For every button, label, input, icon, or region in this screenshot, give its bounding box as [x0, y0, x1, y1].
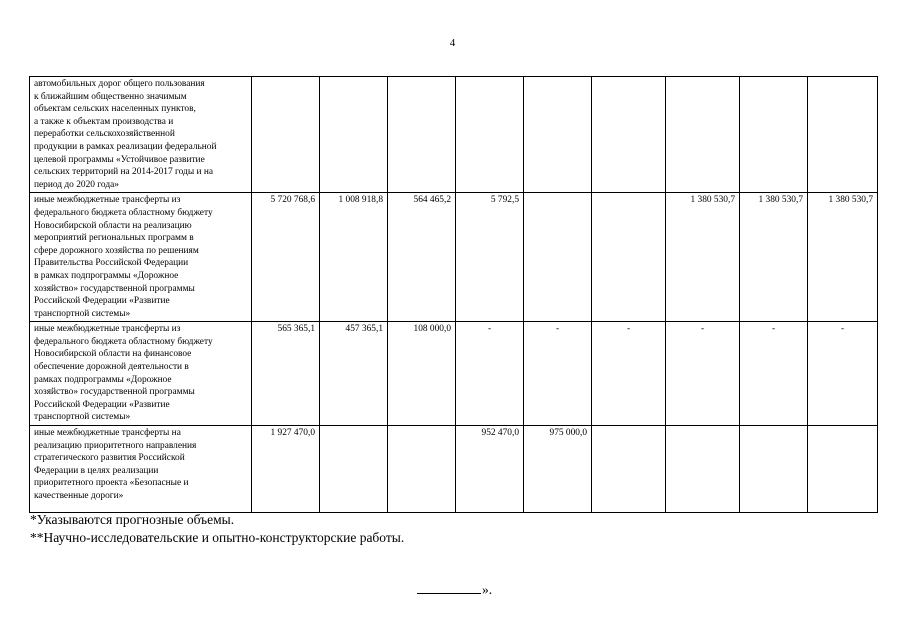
- amount-cell: 975 000,0: [524, 426, 592, 513]
- description-line: Российской Федерации «Развитие: [34, 296, 170, 307]
- description-line: реализацию приоритетного направления: [34, 440, 197, 451]
- amount-cell: [666, 77, 740, 193]
- description-line: качественные дороги»: [34, 491, 124, 501]
- amount-cell: 457 365,1: [320, 322, 388, 426]
- amount-cell: [740, 77, 808, 193]
- table-row: [30, 77, 878, 193]
- description-line: объектам сельских населенных пунктов,: [34, 104, 196, 115]
- amount-cell: -: [592, 322, 666, 426]
- description-line: иные межбюджетные трансферты из: [34, 324, 181, 335]
- amount-cell: [592, 426, 666, 513]
- description-line: иные межбюджетные трансферты на: [34, 428, 181, 439]
- amount-cell: -: [808, 322, 878, 426]
- table-body: [30, 77, 878, 513]
- amount-cell: 1 927 470,0: [252, 426, 320, 513]
- amount-cell: 1 380 530,7: [666, 193, 740, 322]
- description-line: приоритетного проекта «Безопасные и: [34, 478, 189, 489]
- description-line: автомобильных дорог общего пользования: [34, 79, 205, 89]
- signature-blank: [417, 592, 481, 594]
- amount-cell: 5 792,5: [456, 193, 524, 322]
- amount-cell: [388, 77, 456, 193]
- description-line: транспортной системы»: [34, 412, 131, 423]
- amount-cell: [592, 77, 666, 193]
- closing-quote: ».: [482, 582, 493, 597]
- amount-cell: [592, 193, 666, 322]
- description-line: хозяйство» государственной программы: [34, 283, 195, 294]
- description-line: в рамках подпрограммы «Дорожное: [34, 270, 179, 281]
- amount-cell: -: [456, 322, 524, 426]
- page-number: 4: [449, 37, 456, 49]
- description-line: сельских территорий на 2014-2017 годы и на: [34, 167, 213, 178]
- amount-cell: 1 380 530,7: [740, 193, 808, 322]
- row-description: [30, 193, 252, 322]
- description-line: хозяйство» государственной программы: [34, 387, 195, 398]
- amount-cell: 5 720 768,6: [252, 193, 320, 322]
- amount-cell: [524, 77, 592, 193]
- description-line: стратегического развития Российской: [34, 453, 185, 464]
- amount-cell: [388, 426, 456, 513]
- amount-cell: 565 365,1: [252, 322, 320, 426]
- table-row: [30, 426, 878, 513]
- amount-cell: [320, 426, 388, 513]
- description-line: Правительства Российской Федерации: [34, 258, 189, 269]
- amount-cell: 108 000,0: [388, 322, 456, 426]
- amount-cell: [252, 77, 320, 193]
- description-line: Новосибирской области на финансовое: [34, 349, 192, 360]
- description-line: переработки сельскохозяйственной: [34, 129, 175, 140]
- footnote-forecast: *Указываются прогнозные объемы.: [30, 512, 235, 527]
- amount-cell: 1 008 918,8: [320, 193, 388, 322]
- amount-cell: [320, 77, 388, 193]
- closing-line: [417, 582, 492, 598]
- description-line: рамках подпрограммы «Дорожное: [34, 374, 172, 385]
- description-line: мероприятий региональных программ в: [34, 233, 194, 244]
- description-line: сфере дорожного хозяйства по решениям: [34, 245, 199, 256]
- amount-cell: -: [740, 322, 808, 426]
- description-line: а также к объектам производства и: [34, 116, 174, 127]
- budget-table: [29, 76, 878, 513]
- row-description: [30, 426, 252, 513]
- description-line: Российской Федерации «Развитие: [34, 399, 170, 410]
- amount-cell: -: [524, 322, 592, 426]
- row-description: [30, 77, 252, 193]
- row-description: [30, 322, 252, 426]
- description-line: Федерации в целях реализации: [34, 465, 159, 476]
- table-row: [30, 193, 878, 322]
- description-line: целевой программы «Устойчивое развитие: [34, 154, 205, 165]
- amount-cell: -: [666, 322, 740, 426]
- amount-cell: [456, 77, 524, 193]
- description-line: федерального бюджета областному бюджету: [34, 336, 213, 347]
- footnote-rnd: **Научно-исследовательские и опытно-конструкторские работы.: [30, 530, 405, 545]
- amount-cell: [808, 77, 878, 193]
- description-line: Новосибирской области на реализацию: [34, 220, 192, 231]
- amount-cell: [524, 193, 592, 322]
- amount-cell: [808, 426, 878, 513]
- description-line: федерального бюджета областному бюджету: [34, 207, 213, 218]
- description-line: период до 2020 года»: [34, 179, 119, 190]
- description-line: иные межбюджетные трансферты из: [34, 195, 181, 206]
- amount-cell: 564 465,2: [388, 193, 456, 322]
- amount-cell: [666, 426, 740, 513]
- description-line: обеспечение дорожной деятельности в: [34, 362, 189, 373]
- amount-cell: [740, 426, 808, 513]
- table-row: [30, 322, 878, 426]
- description-line: транспортной системы»: [34, 308, 131, 319]
- amount-cell: 1 380 530,7: [808, 193, 878, 322]
- description-line: к ближайшим общественно значимым: [34, 91, 187, 102]
- description-line: продукции в рамках реализации федеральной: [34, 141, 217, 152]
- amount-cell: 952 470,0: [456, 426, 524, 513]
